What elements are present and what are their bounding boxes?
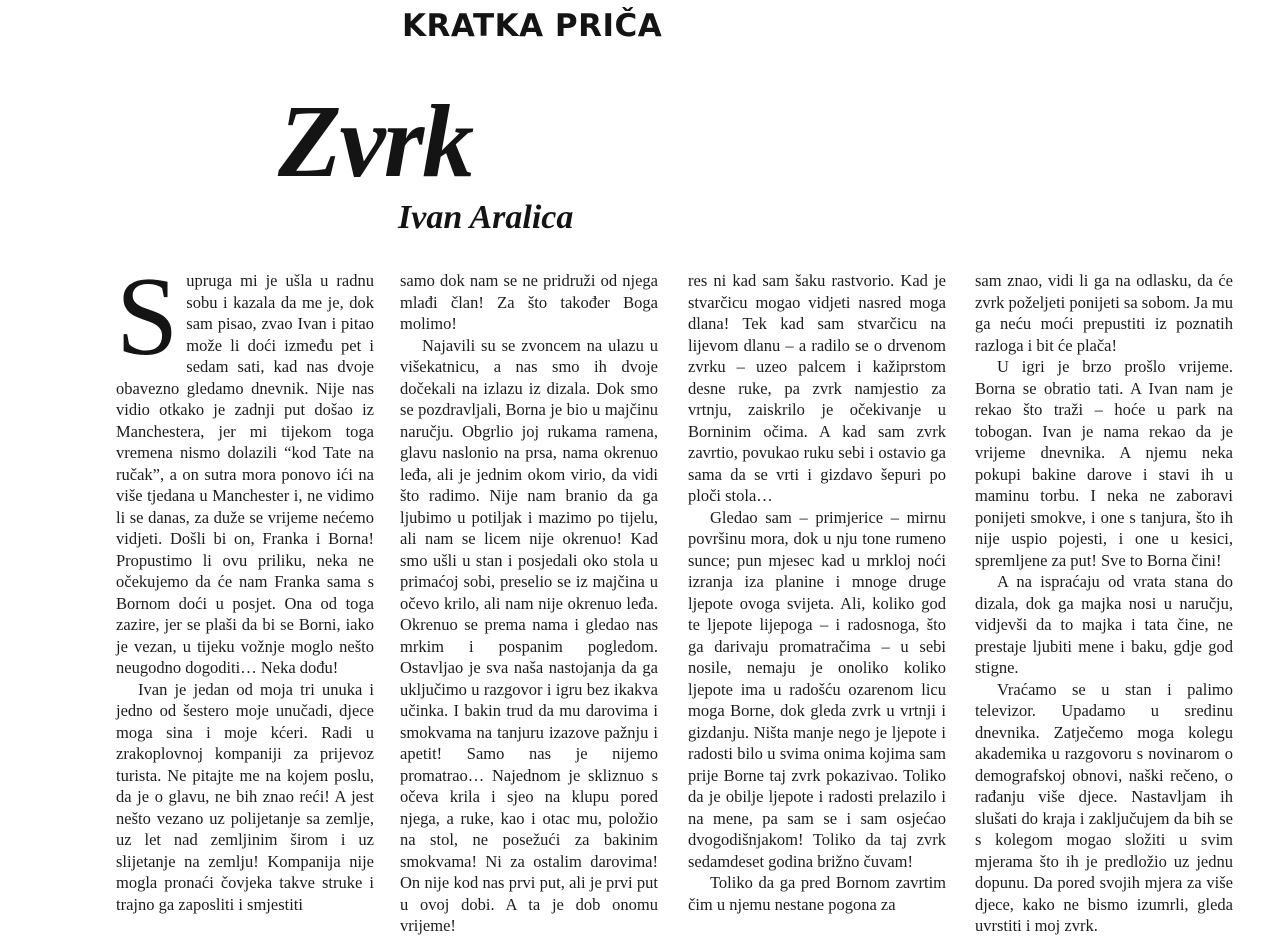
text-column-3 — [688, 270, 946, 914]
paragraph: sam znao, vidi li ga na odlasku, da će zvrk poželjeti ponijeti sa sobom. Ja mu ga neću moći prepustiti iz poznatih razloga i bit će plača! — [975, 271, 1233, 355]
paragraph: Ivan je jedan od moja tri unuka i jedno od šestero moje unučadi, djece moga sina i moje kćeri. Radi u zrakoplovnoj kompaniji za prijevoz turista. Ne pitajte me na kojem poslu, da je o glavu, ne bih znao reći! A jest nešto vezano uz polijetanje sa zemlje, uz let nad zemljinim širom i uz slijetanje na zemlju! Kompanija nije mogla pronaći čovjeka takve struke i trajno ga zaposliti i smjestiti — [116, 679, 374, 914]
paragraph: A na ispraćaju od vrata stana do dizala, dok ga majka nosi u naručju, vidjevši da to majka i tata čine, ne prestaje ljubiti mene i baku, gdje god stigne. — [975, 572, 1233, 677]
drop-cap: S — [116, 255, 179, 379]
section-label: KRATKA PRIČA — [402, 8, 663, 44]
paragraph: Gledao sam – primjerice – mirnu površinu mora, dok u nju tone rumeno sunce; pun mjesec kad u mrkloj noći izranja iza planine i mnoge druge ljepote ovoga svijeta. Ali, koliko god te ljepote lijepoga – i radosnoga, što ga darivaju promatračima – u sebi nosile, nemaju je onoliko koliko ljepote ima u radošću ozarenom licu moga Borne, dok gleda zvrk u vrtnji i gizdanju. Ništa manje nego je ljepote i radosti bilo u svima onima kojima sam prije Borne taj zvrk pokazivao. Toliko da je obilje ljepote i radosti prelazilo i na mene, pa sam se i sam osjećao dvogodišnjakom! Toliko da taj zvrk sedamdeset godina brižno čuvam! — [688, 507, 946, 871]
paragraph: res ni kad sam šaku rastvorio. Kad je stvarčicu mogao vidjeti nasred moga dlana! Tek kad sam stvarčicu na lijevom dlanu – a radilo se o drvenom zvrku – uzeo palcem i kažiprstom desne ruke, pa zvrk namjestio za vrtnju, zaiskrilo je očekivanje u Borninim očima. A kad sam zvrk zavrtio, povukao ruku sebi i ostavio ga sama da se vrti i gizdavo šepuri po ploči stola… — [688, 271, 946, 505]
paragraph: samo dok nam se ne pridruži od njega mlađi član! Za što također Boga molimo! — [400, 271, 658, 333]
article-title: Zvrk — [278, 84, 473, 199]
paragraph: Toliko da ga pred Bornom zavrtim čim u njemu nestane pogona za — [688, 873, 946, 914]
article-author: Ivan Aralica — [398, 199, 574, 236]
paragraph: U igri je brzo prošlo vrijeme. Borna se obratio tati. A Ivan nam je rekao što traži – hoće u park na tobogan. Ivan je nama rekao da je vrijeme dnevnika. A njemu neka pokupi bakine darove i stavi ih u maminu torbu. I neka ne zaboravi ponijeti smokve, i one s tanjura, što ih nije uspio pojesti, i one u kesici, spremljene za put! Sve to Borna čini! — [975, 357, 1233, 570]
text-column-1 — [116, 255, 374, 914]
text-column-4 — [975, 270, 1233, 935]
paragraph — [116, 255, 374, 679]
paragraph: Najavili su se zvoncem na ulazu u višekatnicu, a nas smo ih dvoje dočekali na izlazu iz dizala. Dok smo se pozdravljali, Borna je bio u majčinu naručju. Obgrlio joj rukama ramena, glavu naslonio na prsa, nama okrenuo leđa, ali je jednim okom virio, da vidi što radimo. Nije nam branio da ga ljubimo u potiljak i mazimo po tijelu, ali nam se licem nije okrenuo! Kad smo ušli u stan i posjedali oko stola u primaćoj sobi, preselio se iz majčina u očevo krilo, ali nam nije okrenuo leđa. Okrenuo se prema nama i gledao nas mrkim i pospanim pogledom. Ostavljao je sva naša nastojanja da ga uključimo u razgovor i igru bez ikakva učinka. I bakin trud da mu darovima i smokvama na tanjuru izazove pažnju i apetit! Samo nas je nijemo promatrao… Najednom je skliznuo s očeva krila i sjeo na klupu pored njega, a ruke, kao i otac mu, položio na stol, ne posežući za bakinim smokvama! Ni za ostalim darovima! On nije kod nas prvi put, ali je prvi put u ovoj dobi. A ta je dob onomu vrijeme! — [400, 335, 658, 935]
text-column-2 — [400, 270, 658, 935]
paragraph-text: upruga mi je ušla u radnu sobu i kazala da me je, dok sam pisao, zvao Ivan i pitao može li doći između pet i sedam sati, kad nas dvoje obavezno gledamo dnevnik. Nije nas vidio otkako je zadnji put došao iz Manchestera, jer mi tijekom toga vremena nismo dolazili “kod Tate na ručak”, a on sutra mora ponovo ići na više tjedana u Manchester i, ne vidimo li se danas, za duže se vrijeme nećemo vidjeti. Došli bi on, Franka i Borna! Propustimo li ovu priliku, neka ne očekujemo da će nam Franka sama s Bornom doći u posjet. Ona od toga zazire, jer se plaši da bi se Borni, iako je vezan, u tijeku vožnje moglo nešto neugodno dogoditi… Neka dođu! — [116, 271, 374, 677]
paragraph: Vraćamo se u stan i palimo televizor. Upadamo u sredinu dnevnika. Zatječemo moga kolegu akademika u razgovoru s novinarom o demografskoj obnovi, naški rečeno, o rađanju više djece. Nastavljam ih slušati do kraja i zaključujem da bih se s kolegom mogao složiti u svim mjerama što ih je predložio uz jednu dopunu. Da pored svojih mjera za više djece, kako ne bismo izumrli, gleda uvrstiti i moj zvrk. — [975, 679, 1233, 935]
